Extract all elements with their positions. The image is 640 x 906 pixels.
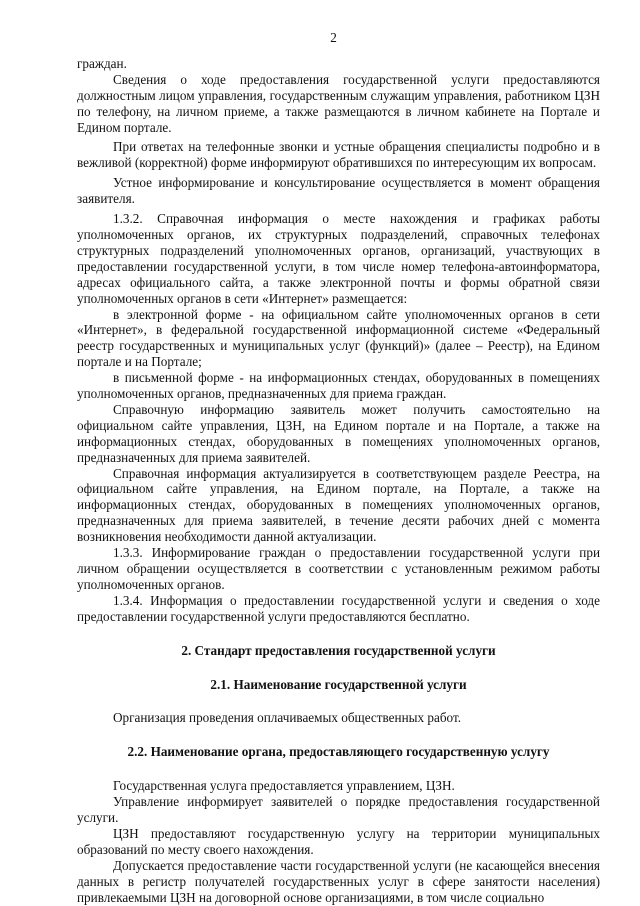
paragraph: Государственная услуга предоставляется управлением, ЦЗН. bbox=[113, 778, 455, 794]
paragraph: в письменной форме - на информационных стендах, оборудованных в помещениях уполномоченных органов, предназначенных для приема граждан. bbox=[77, 370, 600, 402]
paragraph: граждан. bbox=[77, 55, 127, 71]
page-number: 2 bbox=[330, 30, 337, 45]
paragraph: 1.3.2. Справочная информация о месте нахождения и графиках работы уполномоченных органов, их структурных подразделений, справочных телефонах структурных подразделений уполномоченных органов, организаций, участвующих в предоставлении государственной услуги, в том числе номер телефона-автоинформатора, адресах официального сайта, а также электронной почты и формы обратной связи уполномоченных органов в сети «Интернет» размещается: bbox=[77, 211, 600, 306]
paragraph: Устное информирование и консультирование осуществляется в момент обращения заявителя. bbox=[77, 175, 600, 207]
section-heading: 2. Стандарт предоставления государственной услуги bbox=[181, 642, 496, 658]
paragraph: Управление информирует заявителей о порядке предоставления государственной услуги. bbox=[77, 794, 600, 826]
paragraph: 1.3.4. Информация о предоставлении государственной услуги и сведения о ходе предоставлении государственной услуги предоставляются бесплатно. bbox=[77, 592, 600, 624]
paragraph: в электронной форме - на официальном сайте уполномоченных органов в сети «Интернет», в федеральной государственной информационной системе «Федеральный реестр государственных и муниципальных услуг (функций)» (далее – Реестр), на Едином портале и на Портале; bbox=[77, 306, 600, 370]
paragraph: Справочную информацию заявитель может получить самостоятельно на официальном сайте управления, ЦЗН, на Едином портале и на Портале, а также на информационных стендах, оборудованных в помещениях уполномоченных органов, предназначенных для приема заявителей. bbox=[77, 401, 600, 465]
paragraph: Сведения о ходе предоставления государственной услуги предоставляются должностным лицом управления, государственным служащим управления, работником ЦЗН по телефону, на личном приеме, а также размещаются в личном кабинете на Портале и Едином портале. bbox=[77, 71, 600, 135]
paragraph: Организация проведения оплачиваемых общественных работ. bbox=[113, 710, 462, 726]
subsection-heading: 2.1. Наименование государственной услуги bbox=[210, 676, 467, 692]
subsection-heading: 2.2. Наименование органа, предоставляющего государственную услугу bbox=[127, 744, 550, 760]
paragraph: Допускается предоставление части государственной услуги (не касающейся внесения данных в регистр получателей государственных услуг в сфере занятости населения) привлекаемыми ЦЗН на договорной основе организациями, в том числе социально bbox=[77, 857, 600, 905]
paragraph: 1.3.3. Информирование граждан о предоставлении государственной услуги при личном обращении осуществляется в соответствии с установленным режимом работы уполномоченных органов. bbox=[77, 545, 600, 592]
paragraph: Справочная информация актуализируется в соответствующем разделе Реестра, на официальном сайте управления, на Едином портале, на Портале, а также на информационных стендах, оборудованных в помещениях уполномоченных органов, предназначенных для приема заявителей, в течение десяти рабочих дней с момента возникновения необходимости данной актуализации. bbox=[77, 465, 600, 545]
paragraph: При ответах на телефонные звонки и устные обращения специалисты подробно и в вежливой (корректной) форме информируют обратившихся по интересующим их вопросам. bbox=[77, 139, 600, 171]
paragraph: ЦЗН предоставляют государственную услугу на территории муниципальных образований по месту своего нахождения. bbox=[77, 825, 600, 857]
